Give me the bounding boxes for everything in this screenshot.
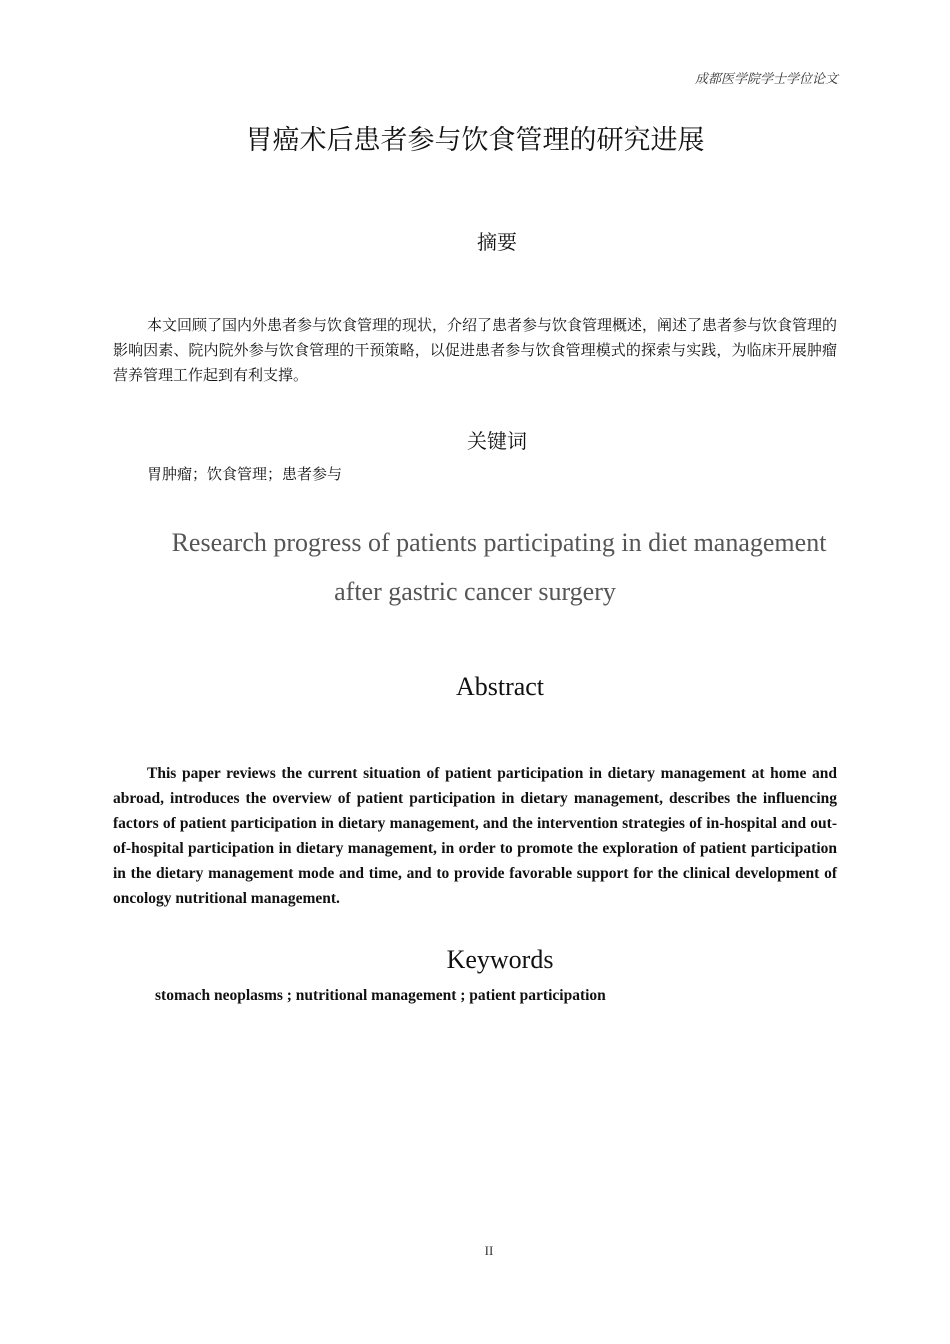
english-title-line-1: Research progress of patients participating in diet management [171, 528, 827, 557]
english-title [0, 518, 950, 616]
chinese-keywords: 胃肿瘤；饮食管理；患者参与 [147, 465, 343, 483]
english-keywords: stomach neoplasms ; nutritional management ; patient participation [155, 987, 606, 1004]
page-number: II [484, 1243, 494, 1258]
english-keywords-heading: Keywords [446, 945, 554, 974]
english-abstract-heading: Abstract [455, 672, 545, 701]
english-title-line-2: after gastric cancer surgery [334, 577, 616, 606]
english-abstract-body: This paper reviews the current situation of patient participation in dietary management at home and abroad, introduces the overview of patient participation in dietary management, describes the influencing factors of patient participation in dietary management, and the intervention strategies of in-hospital and out-of-hospital participation in dietary management, in order to promote the exploration of patient participation in the dietary management mode and time, and to provide favorable support for the clinical development of oncology nutritional management. [113, 765, 837, 907]
chinese-keywords-heading: 关键词 [467, 429, 527, 453]
chinese-abstract-body: 本文回顾了国内外患者参与饮食管理的现状，介绍了患者参与饮食管理概述，阐述了患者参与饮食管理的影响因素、院内院外参与饮食管理的干预策略，以促进患者参与饮食管理模式的探索与实践，为临床开展肿瘤营养管理工作起到有利支撑。 [113, 316, 838, 384]
chinese-abstract-heading: 摘要 [477, 230, 517, 254]
chinese-title: 胃癌术后患者参与饮食管理的研究进展 [245, 125, 705, 156]
running-header: 成都医学院学士学位论文 [694, 72, 838, 87]
